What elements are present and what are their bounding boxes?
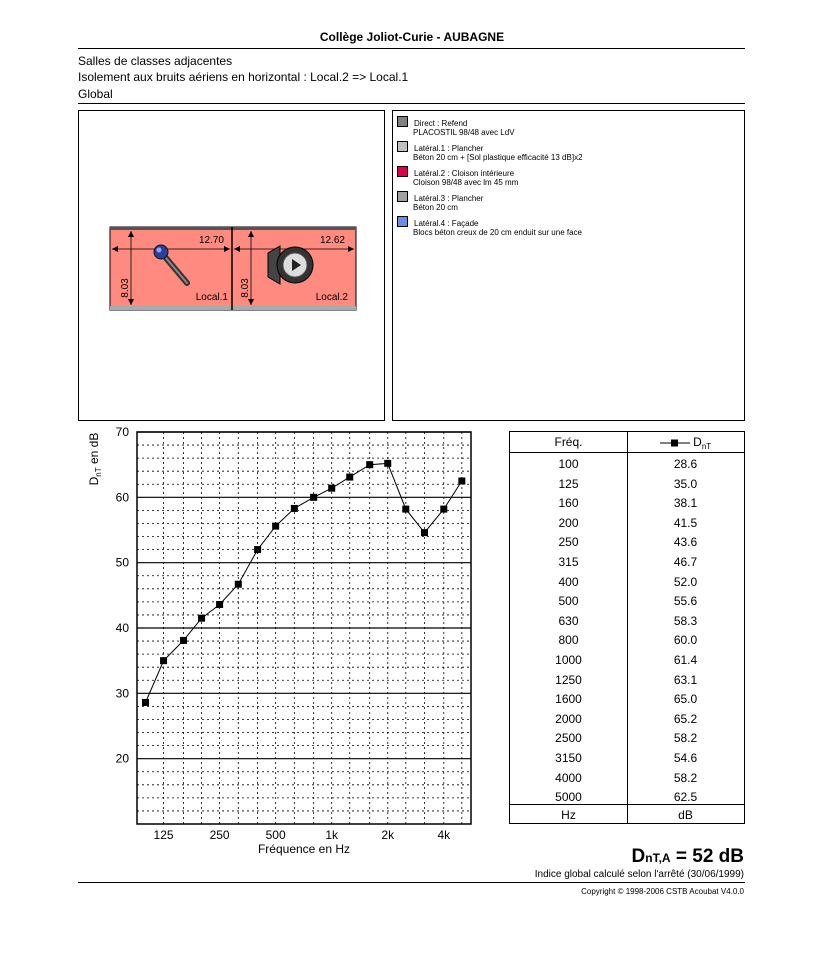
table-row: [510, 748, 744, 768]
legend-swatch: [397, 166, 408, 177]
table-cell-dnt: 60.0: [673, 633, 698, 648]
table-cell-dnt: 46.7: [673, 555, 698, 569]
legend-item: Latéral.4 : Façade: [397, 216, 478, 228]
legend-detail: PLACOSTIL 98/48 avec LdV: [413, 128, 515, 137]
table-cell-dnt: 65.2: [673, 711, 698, 726]
table-cell-freq: 630: [558, 613, 579, 628]
table-row: [510, 709, 744, 729]
table-cell-dnt: 52.0: [673, 574, 698, 589]
data-point: [216, 601, 223, 608]
table-cell-dnt: 58.3: [673, 613, 698, 628]
table-cell-freq: 4000: [555, 770, 582, 785]
y-tick-label: 60: [115, 490, 129, 505]
data-point: [366, 461, 373, 468]
y-tick-label: 70: [115, 425, 129, 439]
data-point: [310, 494, 317, 501]
table-cell-dnt: 58.2: [673, 770, 698, 785]
x-tick-label: 1k: [325, 828, 339, 842]
report-title: Collège Joliot-Curie - AUBAGNE: [319, 30, 505, 44]
data-point: [402, 506, 409, 513]
global-rating: DnT,A = 52 dB: [631, 846, 744, 867]
table-cell-dnt: 65.0: [673, 692, 698, 707]
header-line-1: Salles de classes adjacentes: [78, 54, 233, 68]
room1-name: Local.1: [195, 292, 228, 303]
data-point: [328, 485, 335, 492]
x-tick-label: 4k: [437, 828, 451, 842]
table-cell-freq: 1600: [555, 692, 582, 707]
table-row: [510, 532, 744, 552]
y-tick-label: 20: [115, 751, 129, 766]
table-row: [510, 611, 744, 631]
x-tick-label: 500: [265, 828, 286, 842]
data-point: [458, 478, 465, 485]
table-row: [510, 670, 744, 690]
table-cell-freq: 1000: [555, 653, 582, 667]
data-point: [235, 581, 242, 588]
table-cell-freq: 100: [558, 457, 579, 471]
legend-swatch: [397, 216, 408, 227]
table-cell-dnt: 38.1: [673, 496, 698, 511]
y-tick-label: 30: [115, 686, 129, 701]
table-cell-dnt: 28.6: [673, 457, 698, 471]
y-axis-label: $D_{nT}$ en dB: [87, 432, 103, 486]
series-legend-marker: [660, 438, 690, 448]
table-row: [510, 513, 744, 533]
rooms-panel: [78, 110, 385, 421]
table-cell-freq: 250: [558, 535, 579, 550]
table-cell-freq: 800: [558, 633, 579, 648]
data-point: [440, 506, 447, 513]
table-cell-freq: 500: [558, 594, 579, 609]
room2-height: 8.03: [240, 278, 251, 298]
data-point: [291, 505, 298, 512]
legend-swatch: [397, 191, 408, 202]
copyright: Copyright © 1998-2006 CSTB Acoubat V4.0.0: [581, 887, 744, 896]
table-cell-dnt: 62.5: [673, 790, 698, 805]
table-row: [510, 474, 744, 494]
room2-name: Local.2: [315, 292, 348, 303]
loudspeaker-icon: [268, 246, 313, 284]
table-cell-dnt: 54.6: [673, 751, 698, 765]
legend-item: Latéral.2 : Cloison intérieure: [397, 166, 514, 178]
x-axis-label: Fréquence en Hz: [257, 842, 351, 856]
table-header-dnt: $D_{nT}$: [627, 432, 744, 452]
table-row: [510, 552, 744, 572]
rooms-diagram: [79, 111, 384, 420]
dnt-chart: [78, 424, 478, 864]
x-tick-label: 125: [153, 828, 174, 842]
table-cell-dnt: 35.0: [673, 476, 698, 491]
table-cell-dnt: 55.6: [673, 594, 698, 609]
table-cell-freq: 125: [558, 476, 579, 491]
table-row: [510, 591, 744, 611]
divider: [78, 103, 745, 104]
table-cell-freq: 2500: [555, 731, 582, 746]
legend-detail: Cloison 98/48 avec lm 45 mm: [413, 178, 519, 187]
table-cell-dnt: 58.2: [673, 731, 698, 746]
table-cell-dnt: 61.4: [673, 653, 698, 667]
data-point: [384, 460, 391, 467]
header-line-2: Isolement aux bruits aériens en horizontal : Local.2 => Local.1: [78, 70, 409, 84]
table-header-freq: Fréq.: [554, 435, 583, 449]
table-unit-db: dB: [678, 808, 693, 822]
y-tick-label: 40: [115, 621, 129, 635]
legend-panel: [392, 110, 745, 421]
legend-detail: Blocs béton creux de 20 cm enduit sur une face: [413, 228, 582, 237]
header-line-3: Global: [78, 87, 113, 101]
table-cell-freq: 2000: [555, 711, 582, 726]
x-tick-label: 2k: [381, 828, 395, 842]
divider: [78, 48, 745, 49]
legend-detail: Béton 20 cm: [413, 203, 458, 212]
legend-swatch: [397, 116, 408, 127]
data-point: [198, 615, 205, 622]
data-point: [346, 474, 353, 481]
table-row: [510, 689, 744, 709]
wall-bottom: [110, 306, 356, 310]
legend-detail: Béton 20 cm + [Sol plastique efficacité 13 dB]x2: [413, 153, 583, 162]
rating-note: Indice global calculé selon l'arrêté (30/06/1999): [534, 869, 744, 880]
table-cell-freq: 3150: [555, 751, 582, 765]
legend-item: Latéral.1 : Plancher: [397, 141, 483, 153]
data-point: [272, 523, 279, 530]
room2-length: 12.62: [319, 235, 345, 246]
table-row: [510, 768, 744, 788]
table-cell-freq: 160: [558, 496, 579, 511]
table-unit-hz: Hz: [561, 808, 576, 822]
table-row: [510, 728, 744, 748]
table-cell-freq: 200: [558, 515, 579, 530]
table-row: [510, 572, 744, 592]
legend-swatch: [397, 141, 408, 152]
room1-height: 8.03: [120, 278, 131, 298]
table-cell-freq: 1250: [555, 672, 582, 687]
table-row: [510, 454, 744, 474]
legend-item: Direct : Refend: [397, 116, 467, 128]
data-point: [180, 637, 187, 644]
table-cell-freq: 5000: [555, 790, 582, 805]
dnt-table: [509, 431, 745, 824]
table-cell-freq: 400: [558, 574, 579, 589]
data-point: [421, 529, 428, 536]
room1-length: 12.70: [198, 235, 224, 246]
table-cell-freq: 315: [558, 555, 579, 569]
table-cell-dnt: 43.6: [673, 535, 698, 550]
data-point: [160, 657, 167, 664]
table-cell-dnt: 41.5: [673, 515, 698, 530]
wall-top: [110, 227, 356, 230]
data-point: [254, 546, 261, 553]
x-tick-label: 250: [209, 828, 230, 842]
table-cell-dnt: 63.1: [673, 672, 698, 687]
y-tick-label: 50: [115, 555, 129, 570]
table-row: [510, 630, 744, 650]
table-row: [510, 493, 744, 513]
legend-item: Latéral.3 : Plancher: [397, 191, 483, 203]
divider: [78, 882, 745, 883]
data-point: [142, 699, 149, 706]
table-row: [510, 650, 744, 670]
